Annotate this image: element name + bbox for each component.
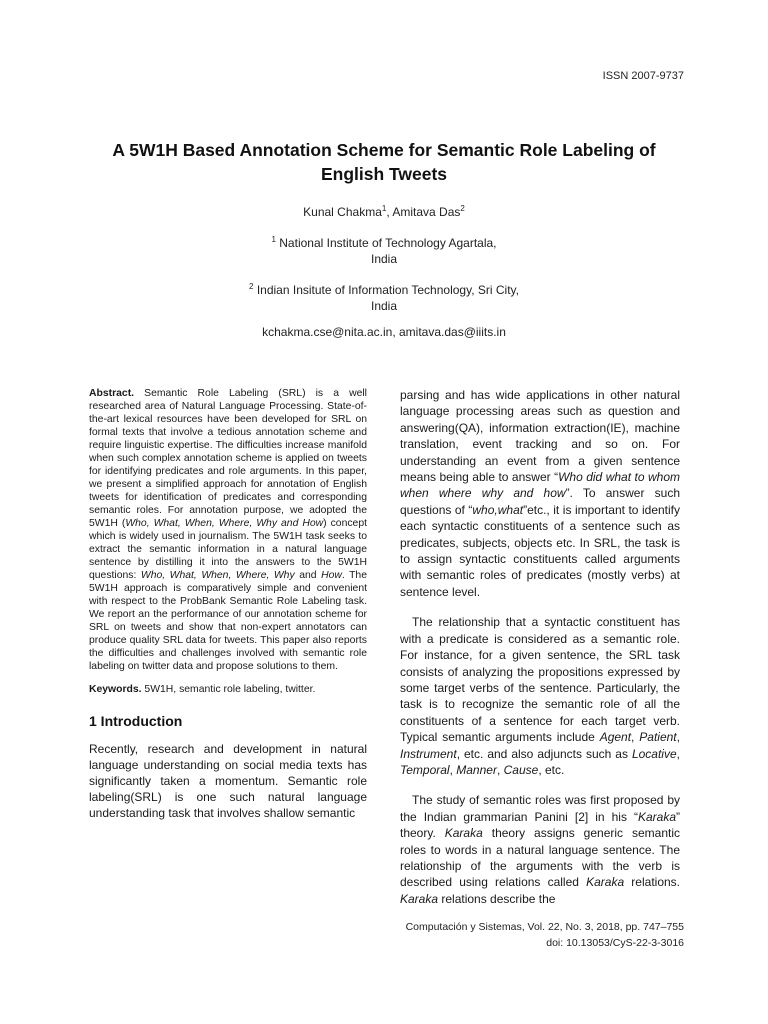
body-text: The study of semantic roles was first proposed by the Indian grammarian Panini [2] in his “	[400, 793, 680, 824]
abstract-italic: Who, What, When, Where, Why and How	[125, 518, 324, 529]
body-italic: Patient	[639, 730, 677, 745]
author-emails: kchakma.cse@nita.ac.in, amitava.das@iiits.in	[262, 325, 506, 339]
body-italic: Who did what to whom when where why and how	[400, 470, 680, 501]
body-italic: Karaka	[400, 891, 439, 906]
right-column	[400, 387, 680, 907]
title-line-2: English Tweets	[320, 164, 448, 184]
title-line-1: A 5W1H Based Annotation Scheme for Semantic Role Labeling of	[112, 140, 656, 160]
body-text: ,	[449, 762, 457, 777]
author-name: Amitava Das	[392, 205, 461, 219]
abstract-text: Semantic Role Labeling (SRL) is a well researched area of Natural Language Processing. State-of-the-art lexical resources have been developed for SRL on formal texts that involve a tedious annotation scheme and require linguistic expertise. The difficulties increase manifold when such complex annotation scheme is applied on tweets for identifying predicates and role arguments. In this paper, we present a simplified approach for annotation of English tweets for identification of predicates and corresponding semantic roles. For annotation purpose, we adopted the 5W1H (	[89, 388, 367, 529]
section-heading: 1 Introduction	[89, 713, 183, 729]
left-column	[89, 387, 367, 821]
body-italic: who,what	[472, 502, 524, 517]
author-list	[0, 204, 768, 219]
keywords-label: Keywords.	[89, 684, 142, 695]
body-text: , etc. and also adjuncts such as	[456, 746, 632, 761]
body-italic: Locative	[631, 746, 677, 761]
body-text: ”. To answer such questions of “	[400, 486, 680, 517]
body-italic: Cause	[503, 762, 539, 777]
author-affiliation-mark: 1	[381, 204, 387, 213]
intro-paragraph: Recently, research and development in natural language understanding on social media texts has significantly taken a momentum. Semantic role labeling(SRL) is one such natural language understanding task that involves shallow semantic	[89, 742, 367, 820]
affiliation-institution: National Institute of Technology Agartala,	[279, 236, 497, 250]
body-italic: Karaka	[444, 826, 483, 841]
doi-label: doi: 10.13053/CyS-22-3-3016	[546, 937, 684, 949]
body-text: ,	[631, 730, 640, 745]
journal-citation: Computación y Sistemas, Vol. 22, No. 3, 2018, pp. 747–755	[405, 921, 684, 933]
affiliation-mark: 1	[271, 235, 276, 244]
keywords-text: 5W1H, semantic role labeling, twitter.	[141, 684, 316, 695]
body-text: parsing and has wide applications in other natural language processing areas such as question and answering(QA), information extraction(IE), machine translation, event tracking and so on. For understanding an event from a given sentence means being able to answer “	[400, 388, 680, 485]
author-separator: ,	[386, 205, 393, 219]
body-text: The relationship that a syntactic constituent has with a predicate is considered as a semantic role. For instance, for a given sentence, the SRL task consists of analyzing the propositions expressed by some target verbs of the sentence. Particularly, the task is to recognize the semantic role of all the constituents of a sentence for each target verb. Typical semantic arguments include	[400, 615, 680, 745]
abstract-italic: Who, What, When, Where, Why	[140, 570, 295, 581]
affiliation-2	[0, 279, 768, 314]
affiliation-country: India	[370, 252, 398, 266]
body-paragraph	[400, 614, 680, 778]
abstract	[89, 387, 367, 673]
keywords	[89, 683, 367, 696]
author-affiliation-mark: 2	[460, 204, 465, 213]
abstract-text: and	[294, 570, 322, 581]
body-text: relations.	[624, 875, 681, 890]
issn-label: ISSN 2007-9737	[602, 70, 684, 82]
body-italic: Temporal	[400, 762, 450, 777]
body-italic: Karaka	[637, 809, 676, 824]
abstract-label: Abstract.	[89, 388, 135, 399]
affiliation-country: India	[370, 299, 398, 313]
body-text: ,	[676, 730, 680, 745]
paper-title	[60, 138, 708, 186]
body-paragraph	[400, 792, 680, 907]
body-italic: Karaka	[586, 875, 625, 890]
body-text: ” theory.	[400, 809, 680, 841]
abstract-text: ) concept which is widely used in journalism. The 5W1H task seeks to extract the semantic information in a natural language sentence by distilling it into the answers to the 5W1H questions:	[89, 518, 367, 581]
abstract-italic: How	[321, 570, 342, 581]
body-italic: Agent	[599, 730, 632, 745]
body-text: , etc.	[538, 762, 565, 777]
body-text: ,	[496, 762, 504, 777]
body-paragraph	[400, 387, 680, 600]
body-text: ,	[676, 746, 680, 761]
body-text: theory assigns generic semantic roles to words in a natural language sentence. The relationship of the arguments with the verb is described using relations called	[400, 826, 680, 890]
abstract-text: . The 5W1H approach is comparatively simple and convenient with respect to the ProbBank Semantic Role Labeling task. We report an the performance of our annotation scheme for SRL on tweets and show that non-expert annotators can produce quality SRL data for tweets. This paper also reports the difficulties and challenges involved with semantic role labeling on twitter data and propose solutions to them.	[89, 570, 367, 672]
body-italic: Instrument	[400, 746, 457, 761]
body-italic: Manner	[456, 762, 497, 777]
body-text: ”etc., it is important to identify each syntactic constituents of a sentence such as predicates, subjects, objects etc. In SRL, the task is to assign syntactic constituents called arguments with semantic roles of predicates (mostly verbs) at sentence level.	[400, 502, 681, 599]
affiliation-mark: 2	[249, 282, 254, 291]
affiliation-1	[0, 232, 768, 267]
body-text: relations describe the	[438, 891, 556, 906]
affiliation-institution: Indian Insitute of Information Technology, Sri City,	[256, 283, 519, 297]
author-name: Kunal Chakma	[303, 205, 382, 219]
